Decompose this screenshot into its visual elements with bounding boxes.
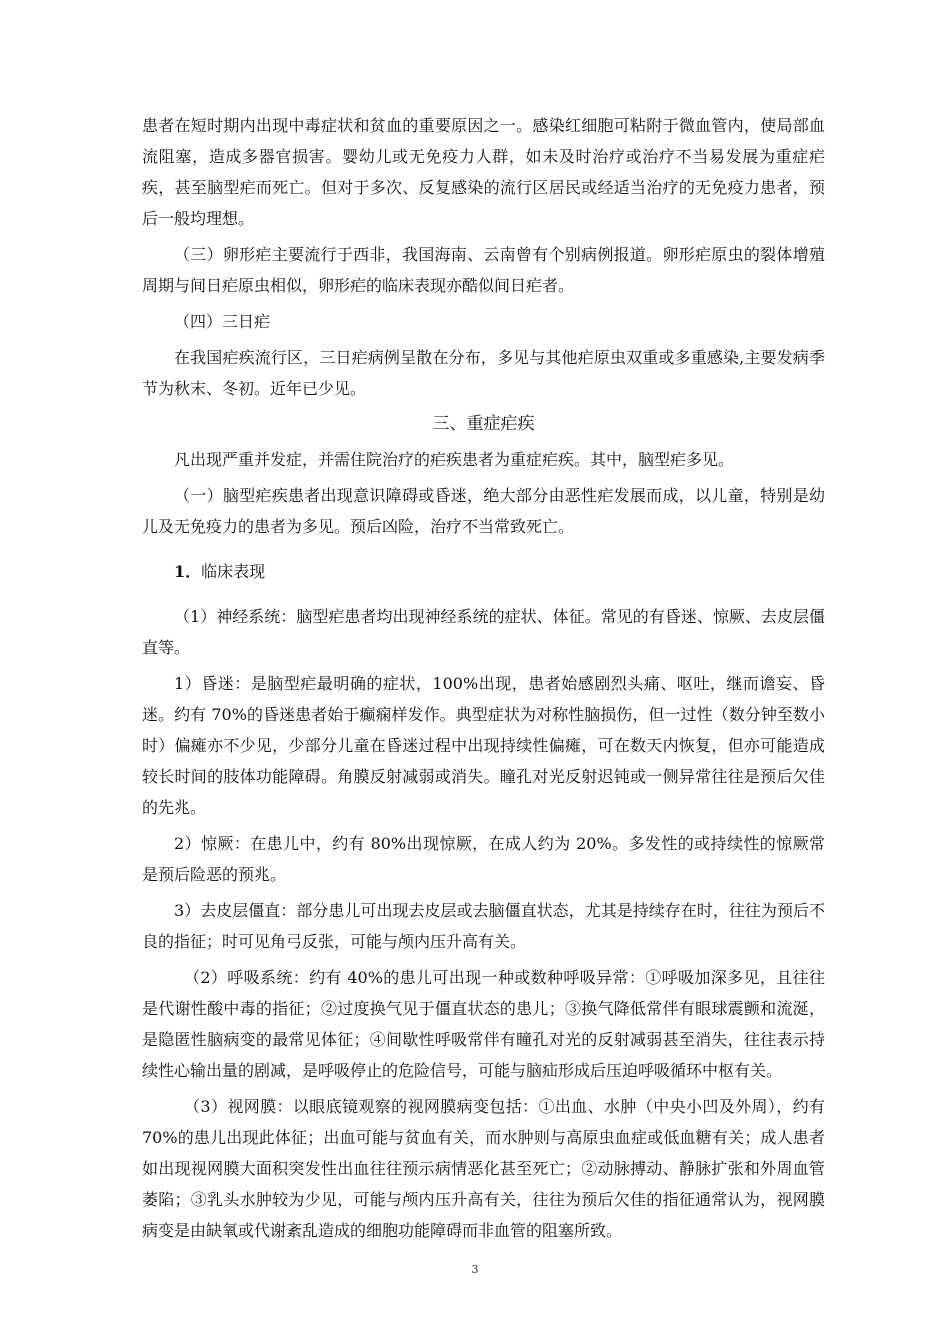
subheading-clinical-manifestations [142,556,825,587]
paragraph-nervous-system: （1）神经系统：脑型疟患者均出现神经系统的症状、体征。常见的有昏迷、惊厥、去皮层僵直等。 [142,607,825,657]
paragraph-intro: 患者在短时期内出现中毒症状和贫血的重要原因之一。感染红细胞可粘附于微血管内，使局部血流阻塞，造成多器官损害。婴幼儿或无免疫力人群，如未及时治疗或治疗不当易发展为重症疟疾，甚至脑型疟而死亡。但对于多次、反复感染的流行区居民或经适当治疗的无免疫力患者，预后一般均理想。 [142,116,825,228]
section-heading-severe-malaria: 三、重症疟疾 [432,414,535,434]
page-number: 3 [471,1263,479,1276]
paragraph-respiratory-system: （2）呼吸系统：约有 40%的患儿可出现一种或数种呼吸异常：①呼吸加深多见，且往往是代谢性酸中毒的指征；②过度换气见于僵直状态的患儿；③换气降低常伴有眼球震颤和流涎，是隐匿性脑病变的最常见体征；④间歇性呼吸常伴有瞳孔对光的反射减弱甚至消失，往往表示持续性心输出量的剧减，是呼吸停止的危险信号，可能与脑疝形成后压迫呼吸循环中枢有关。 [142,968,825,1080]
paragraph-ovale-malaria: （三）卵形疟主要流行于西非，我国海南、云南曾有个别病例报道。卵形疟原虫的裂体增殖周期与间日疟原虫相似，卵形疟的临床表现亦酷似间日疟者。 [142,245,825,295]
subheading-text: 临床表现 [201,562,266,581]
paragraph-quartan-malaria: 在我国疟疾流行区，三日疟病例呈散在分布，多见与其他疟原虫双重或多重感染,主要发病季节为秋末、冬初。近年已少见。 [142,348,825,398]
paragraph-cerebral-malaria: （一）脑型疟疾患者出现意识障碍或昏迷，绝大部分由恶性疟发展而成，以儿童，特别是幼儿及无免疫力的患者为多见。预后凶险，治疗不当常致死亡。 [142,486,825,536]
paragraph-convulsion: 2）惊厥：在患儿中，约有 80%出现惊厥，在成人约为 20%。多发性的或持续性的惊厥常是预后险恶的预兆。 [142,834,825,884]
paragraph-coma: 1）昏迷：是脑型疟最明确的症状，100%出现，患者始感剧烈头痛、呕吐，继而谵妄、昏迷。约有 70%的昏迷患者始于癫痫样发作。典型症状为对称性脑损伤，但一过性（数分钟至数小时）偏瘫亦不少见，少部分儿童在昏迷过程中出现持续性偏瘫，可在数天内恢复，但亦可能造成较长时间的肢体功能障碍。角膜反射减弱或消失。瞳孔对光反射迟钝或一侧异常往往是预后欠佳的先兆。 [142,674,825,817]
heading-quartan-malaria: （四）三日疟 [174,312,271,331]
paragraph-severe-definition: 凡出现严重并发症，并需住院治疗的疟疾患者为重症疟疾。其中，脑型疟多见。 [174,450,735,469]
paragraph-decortication: 3）去皮层僵直：部分患儿可出现去皮层或去脑僵直状态，尤其是持续存在时，往往为预后不良的指征；时可见角弓反张，可能与颅内压升高有关。 [142,901,825,951]
list-number: 1． [174,562,202,581]
paragraph-retina: （3）视网膜：以眼底镜观察的视网膜病变包括：①出血、水肿（中央小凹及外周），约有 70%的患儿出现此体征；出血可能与贫血有关，而水肿则与高原虫血症或低血糖有关；成人患者如出现视网膜大面积突发性出血往往预示病情恶化甚至死亡；②动脉搏动、静脉扩张和外周血管萎陷；③乳头水肿较为少见，可能与颅内压升高有关，往往为预后欠佳的指征通常认为，视网膜病变是由缺氧或代谢紊乱造成的细胞功能障碍而非血管的阻塞所致。 [142,1097,825,1240]
document-body [142,110,825,1251]
